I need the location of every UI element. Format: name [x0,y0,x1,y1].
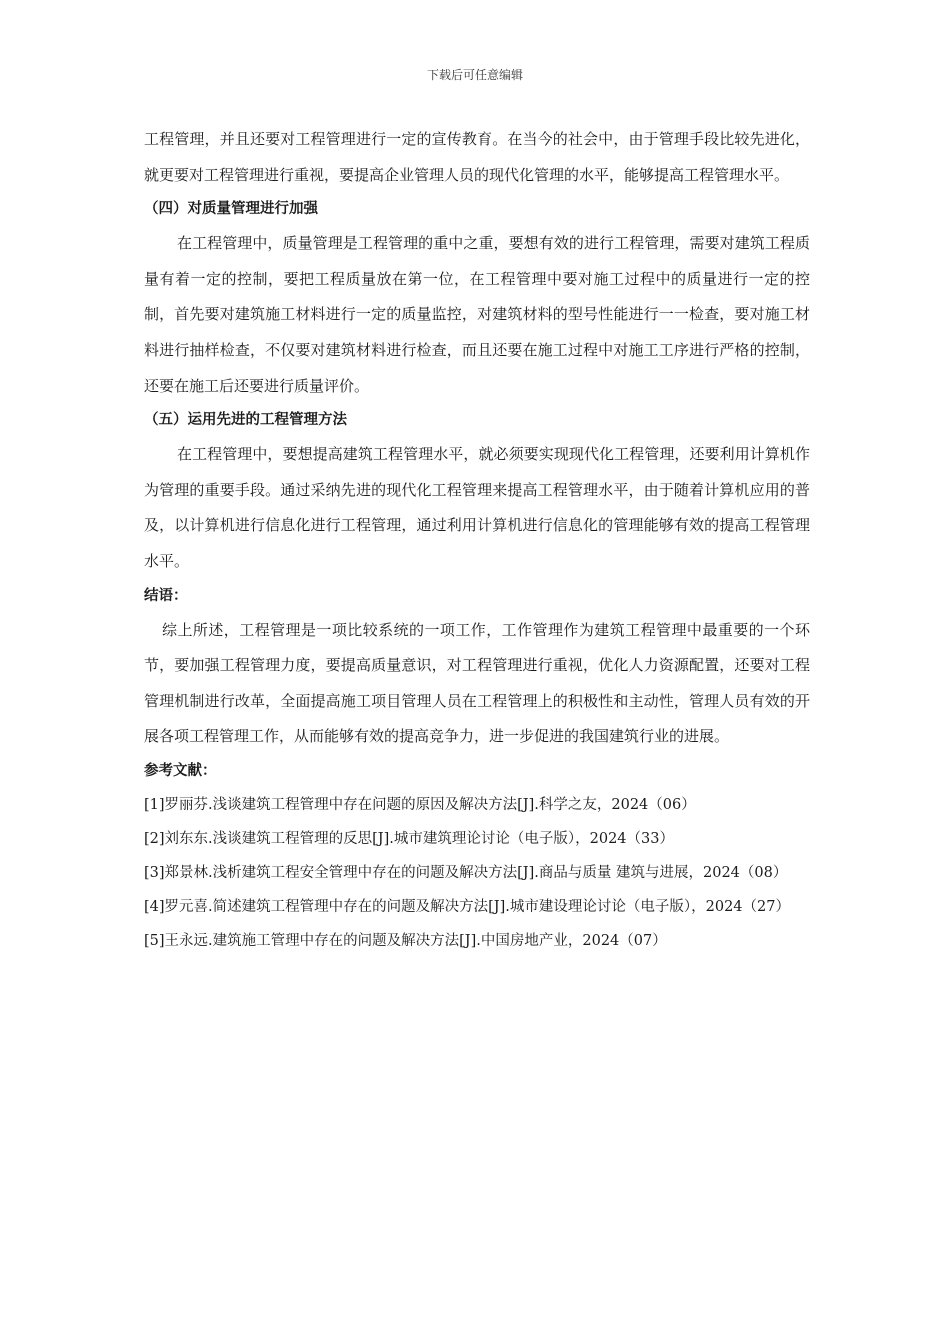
section-heading-methods: （五）运用先进的工程管理方法 [144,412,347,429]
references-heading: 参考文献： [144,762,217,779]
section-heading-quality: （四）对质量管理进行加强 [144,201,318,218]
reference-item: [4]罗元喜.简述建筑工程管理中存在的问题及解决方法[J].城市建设理论讨论（电子版），2024（27） [144,898,790,915]
reference-item: [3]郑景林.浅析建筑工程安全管理中存在的问题及解决方法[J].商品与质量 建筑与进展，2024（08） [144,864,788,881]
section-paragraph-methods: 在工程管理中，要想提高建筑工程管理水平，就必须要实现现代化工程管理，还要利用计算机作为管理的重要手段。通过采纳先进的现代化工程管理来提高工程管理水平，由于随着计算机应用的普及，以计算机进行信息化进行工程管理，通过利用计算机进行信息化的管理能够有效的提高工程管理水平。 [144,445,810,570]
page-header: 下载后可任意编辑 [426,68,523,82]
conclusion-heading: 结语： [144,587,188,604]
references-list [144,788,810,958]
reference-item: [5]王永远.建筑施工管理中存在的问题及解决方法[J].中国房地产业，2024（07） [144,932,667,949]
reference-item: [2]刘东东.浅谈建筑工程管理的反思[J].城市建筑理论讨论（电子版），2024（33） [144,830,674,847]
section-paragraph-quality: 在工程管理中，质量管理是工程管理的重中之重，要想有效的进行工程管理，需要对建筑工程质量有着一定的控制，要把工程质量放在第一位，在工程管理中要对施工过程中的质量进行一定的控制，首先要对建筑施工材料进行一定的质量监控，对建筑材料的型号性能进行一一检查，要对施工材料进行抽样检查，不仅要对建筑材料进行检查，而且还要在施工过程中对施工工序进行严格的控制，还要在施工后还要进行质量评价。 [144,234,810,395]
intro-paragraph: 工程管理，并且还要对工程管理进行一定的宣传教育。在当今的社会中，由于管理手段比较先进化，就更要对工程管理进行重视，要提高企业管理人员的现代化管理的水平，能够提高工程管理水平。 [144,130,810,184]
conclusion-paragraph: 综上所述，工程管理是一项比较系统的一项工作，工作管理作为建筑工程管理中最重要的一个环节，要加强工程管理力度，要提高质量意识，对工程管理进行重视，优化人力资源配置，还要对工程管理机制进行改革，全面提高施工项目管理人员在工程管理上的积极性和主动性，管理人员有效的开展各项工程管理工作，从而能够有效的提高竞争力，进一步促进的我国建筑行业的进展。 [144,620,810,746]
reference-item: [1]罗丽芬.浅谈建筑工程管理中存在问题的原因及解决方法[J].科学之友，2024（06） [144,796,696,813]
document-body [144,122,810,958]
